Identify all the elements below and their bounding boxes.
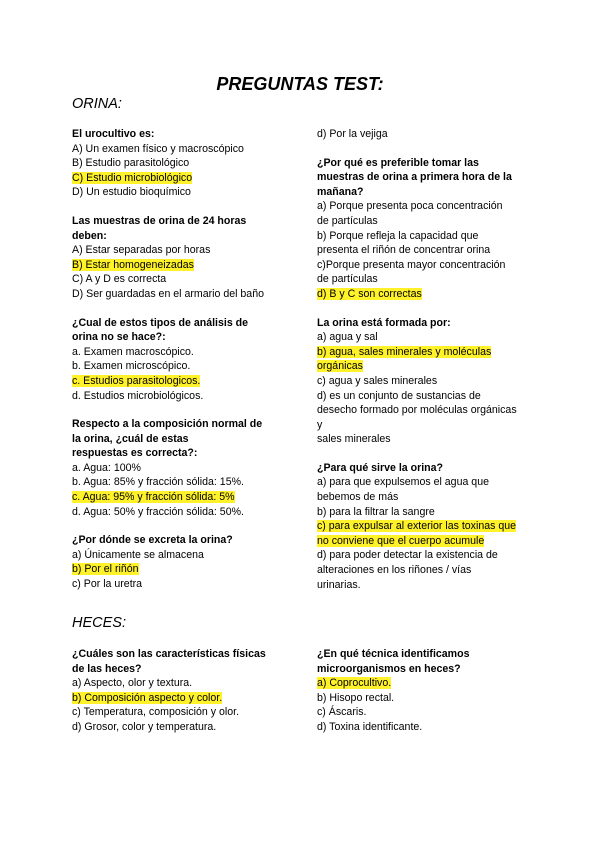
option-row xyxy=(317,345,537,360)
option-row xyxy=(317,403,537,418)
question-block xyxy=(72,214,287,302)
question-text: Respecto a la composición normal de xyxy=(72,418,263,431)
answer-option: urinarias. xyxy=(317,578,361,591)
answer-option: desecho formado por moléculas orgánicas xyxy=(317,404,517,417)
question-block xyxy=(317,127,537,142)
option-row xyxy=(72,171,287,186)
option-row xyxy=(72,562,287,577)
question-block xyxy=(317,316,537,447)
answer-option-highlighted: b) Composición aspecto y color. xyxy=(72,691,223,704)
option-row xyxy=(72,359,287,374)
answer-option: d) es un conjunto de sustancias de xyxy=(317,389,481,402)
answer-option-highlighted: b) agua, sales minerales y moléculas xyxy=(317,345,492,358)
option-row xyxy=(72,287,287,302)
answer-option: c)Porque presenta mayor concentración xyxy=(317,258,506,271)
question-text: ¿En qué técnica identificamos xyxy=(317,648,470,660)
option-row xyxy=(72,505,287,520)
answer-option-highlighted: no conviene que el cuerpo acumule xyxy=(317,534,485,547)
option-row xyxy=(72,676,287,691)
question-text: la orina, ¿cuál de estas xyxy=(72,432,189,445)
option-row xyxy=(72,243,287,258)
option-row xyxy=(72,156,287,171)
option-row xyxy=(317,505,537,520)
answer-option-highlighted: C) Estudio microbiológico xyxy=(72,171,193,184)
option-row xyxy=(317,418,537,433)
question-text: respuestas es correcta?: xyxy=(72,447,198,460)
option-row xyxy=(72,705,287,720)
option-row xyxy=(317,272,537,287)
heces-right-column xyxy=(317,647,537,749)
option-row xyxy=(317,691,537,706)
option-row xyxy=(72,691,287,706)
answer-option: a. Examen macroscópico. xyxy=(72,345,194,358)
option-row xyxy=(317,214,537,229)
option-row xyxy=(72,258,287,273)
option-row xyxy=(317,389,537,404)
question-text: ¿Cuáles son las características físicas xyxy=(72,648,266,660)
option-row xyxy=(317,548,537,563)
answer-option: a) Porque presenta poca concentración xyxy=(317,200,503,213)
answer-option: d) Por la vejiga xyxy=(317,128,388,140)
question-text: ¿Cual de estos tipos de análisis de xyxy=(72,316,249,329)
answer-option: presenta el riñón de concentrar orina xyxy=(317,244,491,257)
answer-option: c) agua y sales minerales xyxy=(317,374,438,387)
option-row xyxy=(317,519,537,534)
answer-option: a. Agua: 100% xyxy=(72,461,141,474)
option-row xyxy=(317,127,537,142)
answer-option: d. Estudios microbiológicos. xyxy=(72,389,204,402)
option-row xyxy=(72,461,287,476)
question-block xyxy=(72,647,287,735)
option-row xyxy=(72,490,287,505)
page-title: PREGUNTAS TEST: xyxy=(216,74,384,94)
option-row xyxy=(317,432,537,447)
answer-option: b) para la filtrar la sangre xyxy=(317,505,435,518)
question-block xyxy=(317,461,537,592)
option-row xyxy=(72,577,287,592)
option-row xyxy=(317,374,537,389)
question-block xyxy=(317,647,537,735)
option-row xyxy=(317,199,537,214)
orina-left-column xyxy=(72,127,287,606)
answer-option-highlighted: d) B y C son correctas xyxy=(317,287,422,300)
question-block xyxy=(317,156,537,302)
option-row xyxy=(317,359,537,374)
question-text: El urocultivo es: xyxy=(72,128,155,140)
question-text: microorganismos en heces? xyxy=(317,662,461,675)
answer-option: a) Aspecto, olor y textura. xyxy=(72,677,193,690)
answer-option: de partículas xyxy=(317,214,378,227)
answer-option: b. Agua: 85% y fracción sólida: 15%. xyxy=(72,476,244,489)
option-row xyxy=(317,578,537,593)
option-row xyxy=(72,272,287,287)
answer-option-highlighted: B) Estar homogeneizadas xyxy=(72,258,194,271)
answer-option: a) agua y sal xyxy=(317,331,378,344)
option-row xyxy=(317,287,537,302)
answer-option-highlighted: orgánicas xyxy=(317,360,363,373)
answer-option: D) Un estudio bioquímico xyxy=(72,186,191,199)
question-text: La orina está formada por: xyxy=(317,316,451,329)
option-row xyxy=(72,345,287,360)
option-row xyxy=(317,563,537,578)
option-row xyxy=(72,548,287,563)
question-text: Las muestras de orina de 24 horas xyxy=(72,214,247,227)
answer-option-highlighted: c. Estudios parasitologicos. xyxy=(72,374,201,387)
question-block xyxy=(72,316,287,404)
answer-option-highlighted: c) para expulsar al exterior las toxinas que xyxy=(317,520,517,533)
question-text: orina no se hace?: xyxy=(72,331,166,344)
answer-option: d) para poder detectar la existencia de xyxy=(317,549,498,562)
answer-option: c) Por la uretra xyxy=(72,578,143,591)
answer-option: A) Un examen físico y macroscópico xyxy=(72,142,244,155)
answer-option: A) Estar separadas por horas xyxy=(72,244,211,257)
option-row xyxy=(72,185,287,200)
question-text: ¿Por dónde se excreta la orina? xyxy=(72,534,233,547)
answer-option: c) Temperatura, composición y olor. xyxy=(72,706,240,719)
option-row xyxy=(72,720,287,735)
section-title-orina: ORINA: xyxy=(72,96,122,112)
option-row xyxy=(317,705,537,720)
option-row xyxy=(317,490,537,505)
answer-option: a) Únicamente se almacena xyxy=(72,548,204,561)
answer-option: de partículas xyxy=(317,273,378,286)
option-row xyxy=(317,676,537,691)
question-text: de las heces? xyxy=(72,662,142,675)
answer-option: sales minerales xyxy=(317,433,391,446)
option-row xyxy=(317,330,537,345)
answer-option: y xyxy=(317,418,323,431)
option-row xyxy=(317,243,537,258)
answer-option: D) Ser guardadas en el armario del baño xyxy=(72,287,264,300)
question-block xyxy=(72,533,287,591)
answer-option: alteraciones en los riñones / vías xyxy=(317,564,472,577)
option-row xyxy=(72,475,287,490)
answer-option: b) Porque refleja la capacidad que xyxy=(317,229,479,242)
answer-option: d. Agua: 50% y fracción sólida: 50%. xyxy=(72,505,244,518)
answer-option: b) Hisopo rectal. xyxy=(317,691,395,704)
answer-option: d) Grosor, color y temperatura. xyxy=(72,720,217,733)
question-text: ¿Por qué es preferible tomar las xyxy=(317,156,479,169)
option-row xyxy=(317,229,537,244)
question-block xyxy=(72,417,287,519)
answer-option: d) Toxina identificante. xyxy=(317,720,423,733)
answer-option: C) A y D es correcta xyxy=(72,273,167,286)
option-row xyxy=(72,389,287,404)
section-title-heces: HECES: xyxy=(72,615,126,631)
answer-option: b. Examen microscópico. xyxy=(72,360,191,373)
orina-right-column xyxy=(317,127,537,606)
option-row xyxy=(72,374,287,389)
question-text: mañana? xyxy=(317,185,364,198)
question-text: deben: xyxy=(72,229,107,242)
answer-option: B) Estudio parasitológico xyxy=(72,157,190,170)
answer-option-highlighted: a) Coprocultivo. xyxy=(317,677,392,690)
option-row xyxy=(317,258,537,273)
question-block xyxy=(72,127,287,200)
question-text: muestras de orina a primera hora de la xyxy=(317,171,512,184)
answer-option-highlighted: b) Por el riñón xyxy=(72,563,139,576)
answer-option: c) Áscaris. xyxy=(317,706,367,719)
option-row xyxy=(72,142,287,157)
answer-option: bebemos de más xyxy=(317,491,399,504)
answer-option: a) para que expulsemos el agua que xyxy=(317,476,489,489)
option-row xyxy=(317,720,537,735)
answer-option-highlighted: c. Agua: 95% y fracción sólida: 5% xyxy=(72,491,235,504)
option-row xyxy=(317,534,537,549)
option-row xyxy=(317,475,537,490)
heces-left-column xyxy=(72,647,287,749)
question-text: ¿Para qué sirve la orina? xyxy=(317,461,443,474)
